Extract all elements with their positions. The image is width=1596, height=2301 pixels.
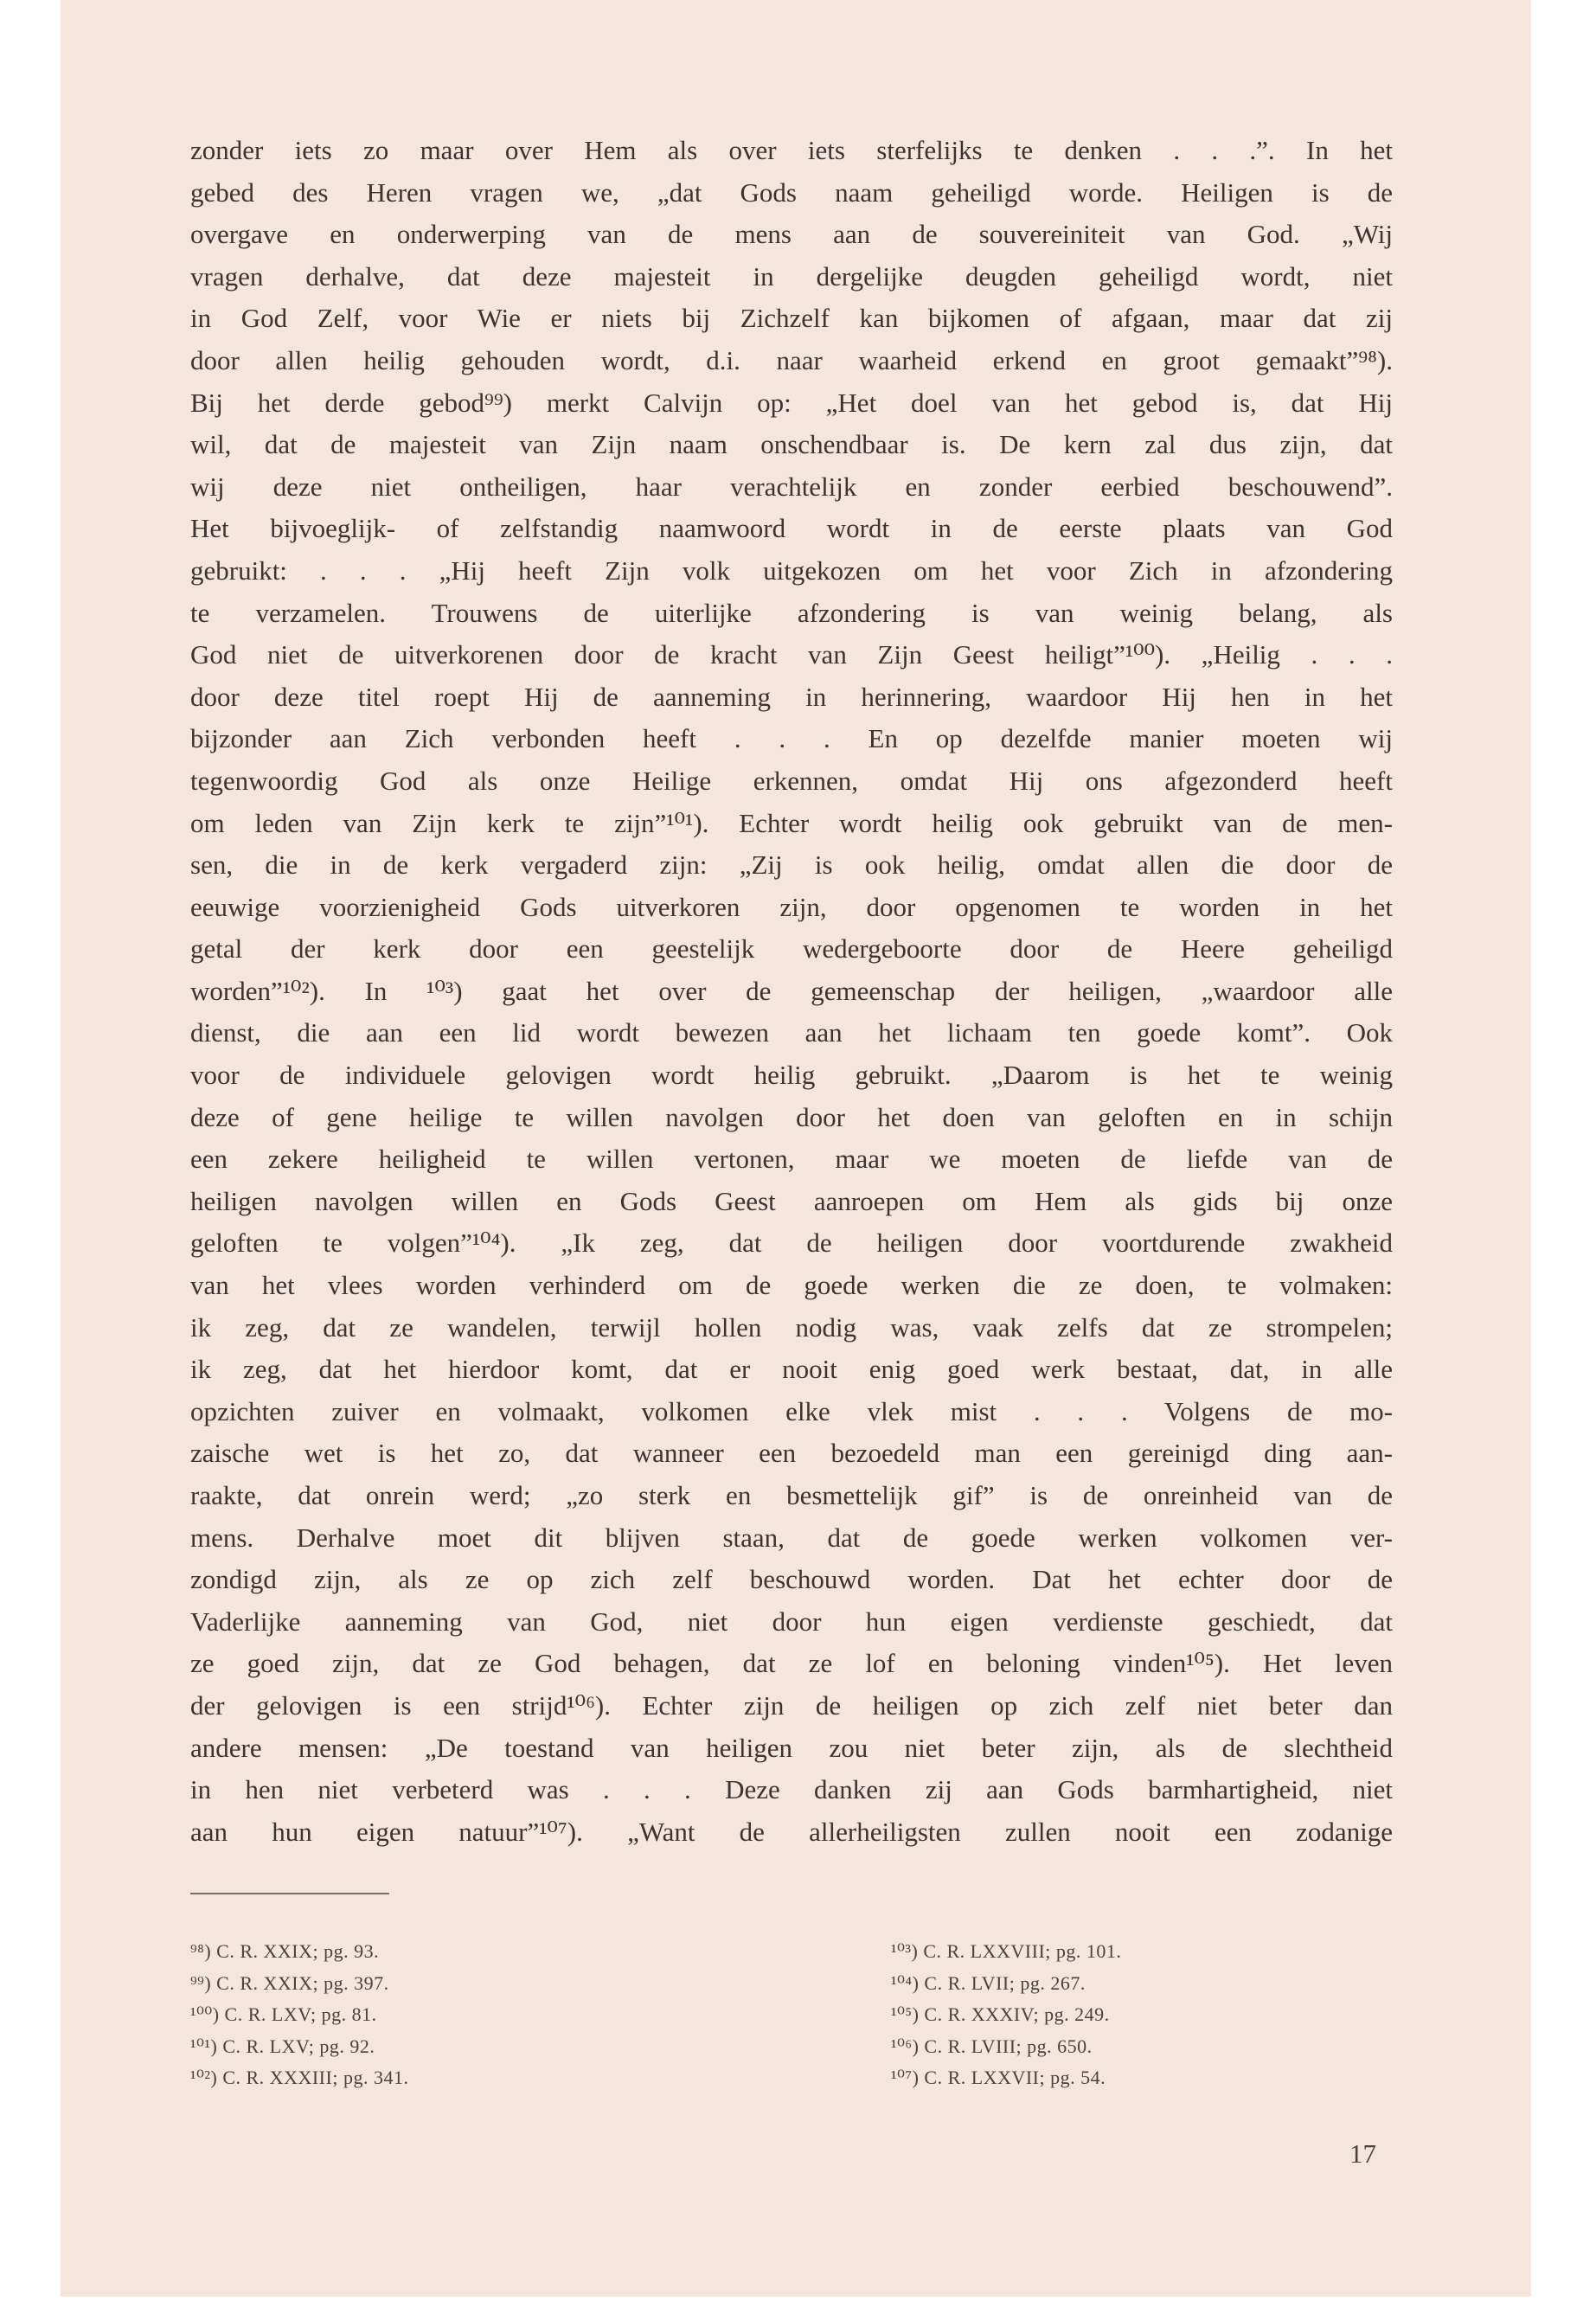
text-line: voor de individuele gelovigen wordt heilig gebruikt. „Daarom is het te weinig — [190, 1060, 1393, 1091]
footnote: ⁹⁸) C. R. XXIX; pg. 93. — [190, 1940, 380, 1962]
footnote: ¹⁰⁷) C. R. LXXVII; pg. 54. — [891, 2067, 1106, 2088]
text-line: wij deze niet ontheiligen, haar verachtelijk en zonder eerbied beschouwend”. — [190, 471, 1393, 502]
text-line: zonder iets zo maar over Hem als over iets sterfelijks te denken . . .”. In het — [190, 135, 1393, 165]
text-line: mens. Derhalve moet dit blijven staan, dat de goede werken volkomen ver- — [190, 1522, 1393, 1553]
text-line: ze goed zijn, dat ze God behagen, dat ze lof en beloning vinden¹⁰⁵). Het leven — [190, 1648, 1393, 1679]
text-line: te verzamelen. Trouwens de uiterlijke afzondering is van weinig belang, als — [190, 597, 1393, 628]
text-line: van het vlees worden verhinderd om de goede werken die ze doen, te volmaken: — [190, 1270, 1393, 1301]
text-line: deze of gene heilige te willen navolgen door het doen van geloften en in schijn — [190, 1101, 1393, 1132]
text-line: door deze titel roept Hij de aanneming in herinnering, waardoor Hij hen in het — [190, 681, 1393, 712]
text-line: andere mensen: „De toestand van heiligen zou niet beter zijn, als de slechtheid — [190, 1732, 1393, 1763]
text-line: door allen heilig gehouden wordt, d.i. naar waarheid erkend en groot gemaakt”⁹⁸). — [190, 344, 1393, 375]
footnote: ¹⁰⁰) C. R. LXV; pg. 81. — [190, 2003, 377, 2025]
text-line: tegenwoordig God als onze Heilige erkennen, omdat Hij ons afgezonderd heeft — [190, 765, 1393, 796]
text-line: om leden van Zijn kerk te zijn”¹⁰¹). Echter wordt heilig ook gebruikt van de men- — [190, 807, 1393, 838]
text-line: sen, die in de kerk vergaderd zijn: „Zij is ook heilig, omdat allen die door de — [190, 849, 1393, 881]
footnote: ¹⁰⁶) C. R. LVIII; pg. 650. — [891, 2035, 1093, 2057]
text-line: dienst, die aan een lid wordt bewezen aan het lichaam ten goede komt”. Ook — [190, 1017, 1393, 1048]
text-line: raakte, dat onrein werd; „zo sterk en besmettelijk gif” is de onreinheid van de — [190, 1480, 1393, 1510]
text-line: vragen derhalve, dat deze majesteit in dergelijke deugden geheiligd wordt, niet — [190, 260, 1393, 292]
text-line: in God Zelf, voor Wie er niets bij Zichzelf kan bijkomen of afgaan, maar dat zij — [190, 303, 1393, 334]
footnote: ¹⁰³) C. R. LXXVIII; pg. 101. — [891, 1940, 1122, 1962]
footnotes-right-column — [891, 1936, 1121, 2094]
text-line: wil, dat de majesteit van Zijn naam onschendbaar is. De kern zal dus zijn, dat — [190, 429, 1393, 460]
text-line: der gelovigen is een strijd¹⁰⁶). Echter zijn de heiligen op zich zelf niet beter dan — [190, 1689, 1393, 1721]
text-line: heiligen navolgen willen en Gods Geest aanroepen om Hem als gids bij onze — [190, 1185, 1393, 1216]
text-line: een zekere heiligheid te willen vertonen, maar we moeten de liefde van de — [190, 1144, 1393, 1175]
text-line: gebruikt: . . . „Hij heeft Zijn volk uitgekozen om het voor Zich in afzondering — [190, 554, 1393, 586]
text-line: getal der kerk door een geestelijk wedergeboorte door de Heere geheiligd — [190, 933, 1393, 965]
text-line: God niet de uitverkorenen door de kracht van Zijn Geest heiligt”¹⁰⁰). „Heilig . . . — [190, 639, 1393, 670]
document-page — [61, 0, 1531, 2297]
text-line: eeuwige voorzienigheid Gods uitverkoren zijn, door opgenomen te worden in het — [190, 891, 1393, 922]
text-line: Het bijvoeglijk- of zelfstandig naamwoord wordt in de eerste plaats van God — [190, 513, 1393, 544]
footnote-rule — [190, 1893, 389, 1894]
text-line: overgave en onderwerping van de mens aan de souvereiniteit van God. „Wij — [190, 219, 1393, 250]
body-text — [190, 130, 1393, 1853]
text-line: worden”¹⁰²). In ¹⁰³) gaat het over de gemeenschap der heiligen, „waardoor alle — [190, 975, 1393, 1006]
text-line: geloften te volgen”¹⁰⁴). „Ik zeg, dat de heiligen door voortdurende zwakheid — [190, 1227, 1393, 1259]
text-line: opzichten zuiver en volmaakt, volkomen elke vlek mist . . . Volgens de mo- — [190, 1395, 1393, 1426]
page-number: 17 — [1349, 2138, 1376, 2169]
text-line: in hen niet verbeterd was . . . Deze danken zij aan Gods barmhartigheid, niet — [190, 1774, 1393, 1805]
footnote: ¹⁰¹) C. R. LXV; pg. 92. — [190, 2035, 375, 2057]
text-line: zondigd zijn, als ze op zich zelf beschouwd worden. Dat het echter door de — [190, 1564, 1393, 1595]
text-line: gebed des Heren vragen we, „dat Gods naam geheiligd worde. Heiligen is de — [190, 176, 1393, 208]
text-line: aan hun eigen natuur”¹⁰⁷). „Want de allerheiligsten zullen nooit een zodanige — [190, 1816, 1393, 1847]
footnote: ¹⁰⁵) C. R. XXXIV; pg. 249. — [891, 2003, 1110, 2025]
text-line: Bij het derde gebod⁹⁹) merkt Calvijn op: „Het doel van het gebod is, dat Hij — [190, 387, 1393, 418]
footnote: ¹⁰⁴) C. R. LVII; pg. 267. — [891, 1971, 1086, 1994]
footnotes-left-column — [190, 1936, 408, 2094]
footnote: ⁹⁹) C. R. XXIX; pg. 397. — [190, 1971, 389, 1994]
text-line: Vaderlijke aanneming van God, niet door hun eigen verdienste geschiedt, dat — [190, 1606, 1393, 1637]
text-line: bijzonder aan Zich verbonden heeft . . . En op dezelfde manier moeten wij — [190, 723, 1393, 754]
text-line: zaische wet is het zo, dat wanneer een bezoedeld man een gereinigd ding aan- — [190, 1438, 1393, 1469]
text-line: ik zeg, dat ze wandelen, terwijl hollen nodig was, vaak zelfs dat ze strompelen; — [190, 1311, 1393, 1343]
footnote: ¹⁰²) C. R. XXXIII; pg. 341. — [190, 2067, 409, 2088]
text-line: ik zeg, dat het hierdoor komt, dat er nooit enig goed werk bestaat, dat, in alle — [190, 1354, 1393, 1385]
